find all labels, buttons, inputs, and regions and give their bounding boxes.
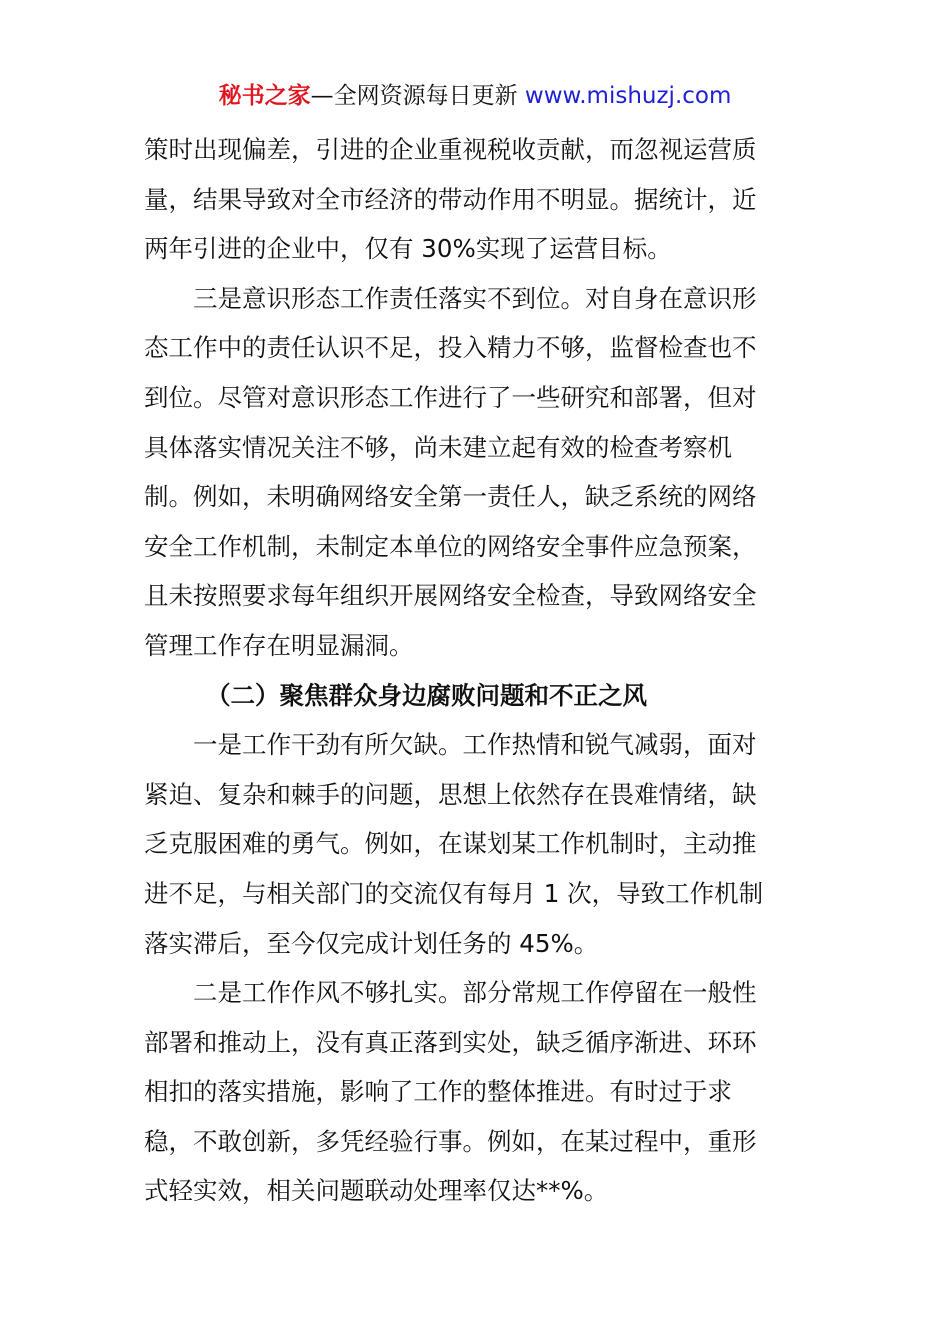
text-line: 量，结果导致对全市经济的带动作用不明显。据统计，近 <box>144 184 757 214</box>
paragraph-start-line: 二是工作作风不够扎实。部分常规工作停留在一般性 <box>193 978 757 1008</box>
text-line: 两年引进的企业中，仅有 30%实现了运营目标。 <box>144 234 672 264</box>
paragraph-start-line: 三是意识形态工作责任落实不到位。对自身在意识形 <box>193 283 757 313</box>
text-line: 策时出现偏差，引进的企业重视税收贡献，而忽视运营质 <box>144 135 757 164</box>
text-line: 管理工作存在明显漏洞。 <box>144 630 414 660</box>
text-line: 式轻实效，相关问题联动处理率仅达**%。 <box>144 1176 609 1206</box>
text-line: 具体落实情况关注不够，尚未建立起有效的检查考察机 <box>144 432 732 462</box>
document-body <box>144 125 812 1216</box>
text-line: 相扣的落实措施，影响了工作的整体推进。有时过于求 <box>144 1077 732 1107</box>
text-line: 态工作中的责任认识不足，投入精力不够，监督检查也不 <box>144 333 757 363</box>
paragraph-start-line: 一是工作干劲有所欠缺。工作热情和锐气减弱，面对 <box>193 730 757 760</box>
text-line: 部署和推动上，没有真正落到实处，缺乏循序渐进、环环 <box>144 1027 757 1057</box>
text-line: 稳，不敢创新，多凭经验行事。例如，在某过程中，重形 <box>144 1126 757 1156</box>
text-line: 乏克服困难的勇气。例如，在谋划某工作机制时，主动推 <box>144 829 757 859</box>
site-url-link[interactable]: www.mishuzj.com <box>524 83 732 109</box>
site-header <box>0 80 950 112</box>
text-line: 到位。尽管对意识形态工作进行了一些研究和部署，但对 <box>144 382 757 412</box>
site-tagline: —全网资源每日更新 <box>310 83 525 109</box>
text-line: 安全工作机制，未制定本单位的网络安全事件应急预案， <box>144 531 757 561</box>
text-line: 紧迫、复杂和棘手的问题，思想上依然存在畏难情绪，缺 <box>144 779 757 809</box>
section-heading: （二）聚焦群众身边腐败问题和不正之风 <box>206 680 647 710</box>
text-line: 进不足，与相关部门的交流仅有每月 1 次，导致工作机制 <box>144 878 764 908</box>
text-line: 制。例如，未明确网络安全第一责任人，缺乏系统的网络 <box>144 482 757 512</box>
text-line: 且未按照要求每年组织开展网络安全检查，导致网络安全 <box>144 581 757 611</box>
text-line: 落实滞后，至今仅完成计划任务的 45%。 <box>144 928 599 958</box>
site-brand: 秘书之家 <box>218 83 311 109</box>
